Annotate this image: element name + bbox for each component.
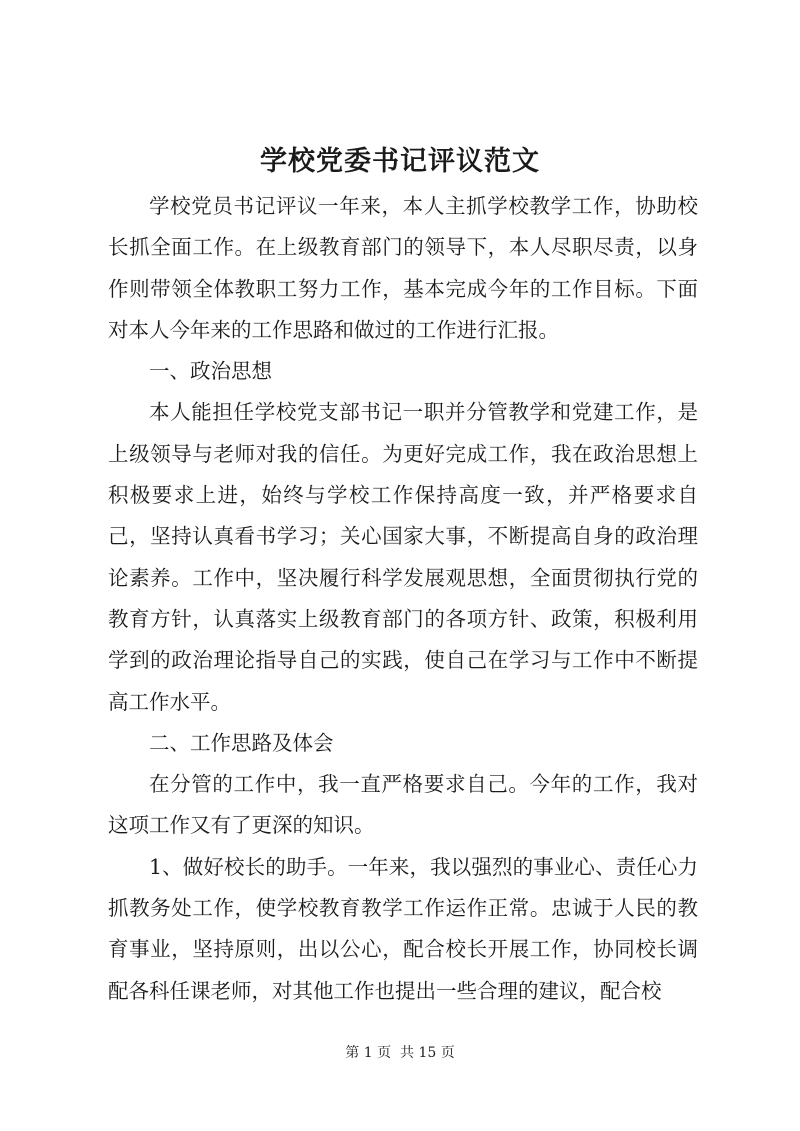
page-number-label: 第 1 页 共 15 页 [345,1045,455,1061]
document-body [108,186,698,1012]
page-number-footer [0,1043,800,1063]
paragraph-assistant: 1、做好校长的助手。一年来，我以强烈的事业心、责任心力抓教务处工作，使学校教育教学工作运作正常。忠诚于人民的教育事业，坚持原则，出以公心，配合校长开展工作，协同校长调配各科任课老师，对其他工作也提出一些合理的建议，配合校 [108,854,698,1003]
paragraph-politics: 本人能担任学校党支部书记一职并分管教学和党建工作，是上级领导与老师对我的信任。为更好完成工作，我在政治思想上积极要求上进，始终与学校工作保持高度一致，并严格要求自己，坚持认真看书学习；关心国家大事，不断提高自身的政治理论素养。工作中，坚决履行科学发展观思想，全面贯彻执行党的教育方针，认真落实上级教育部门的各项方针、政策，积极利用学到的政治理论指导自己的实践，使自己在学习与工作中不断提高工作水平。 [108,400,698,714]
paragraph-work-ideas: 在分管的工作中，我一直严格要求自己。今年的工作，我对这项工作又有了更深的知识。 [108,772,698,838]
document-title: 学校党委书记评议范文 [260,146,540,177]
paragraph-intro: 学校党员书记评议一年来，本人主抓学校教学工作，协助校长抓全面工作。在上级教育部门的领导下，本人尽职尽责，以身作则带领全体教职工努力工作，基本完成今年的工作目标。下面对本人今年来的工作思路和做过的工作进行汇报。 [108,194,698,342]
section-heading-politics: 一、政治思想 [149,359,272,384]
section-heading-work-ideas: 二、工作思路及体会 [149,730,334,755]
